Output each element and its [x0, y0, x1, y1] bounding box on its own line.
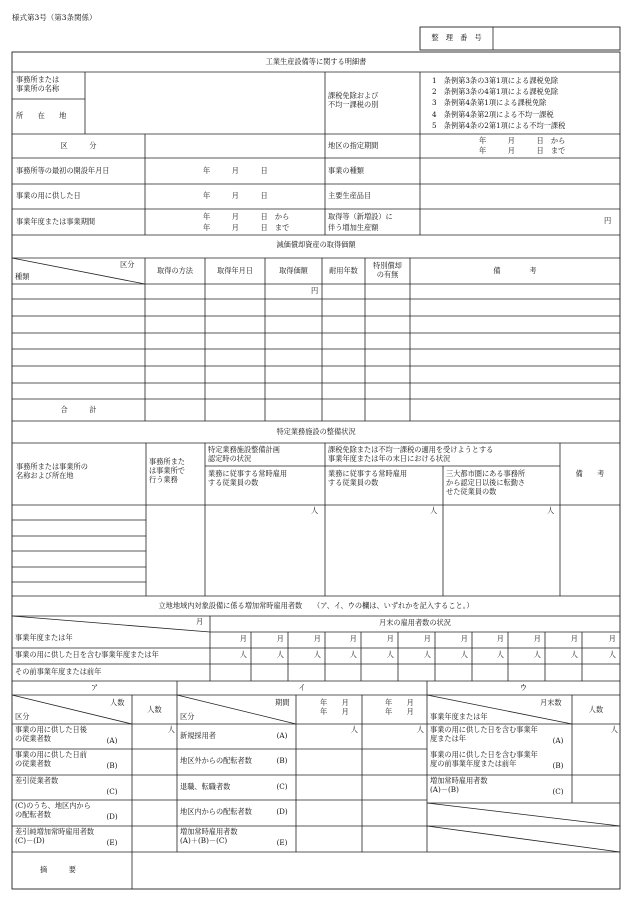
i-row-label: 新規採用者 [180, 731, 216, 740]
nin-unit[interactable]: 人 [167, 725, 175, 734]
i-col-ym: 年 月 年 月 [385, 698, 414, 716]
main-product-label: 主要生産品目 [328, 191, 372, 200]
col-acq-date: 取得年月日 [217, 266, 253, 275]
form-number: 様式第3号（第3条関係） [12, 13, 97, 22]
col-acq-price: 取得価額 [279, 266, 308, 275]
u-row-code: (B) [552, 761, 564, 770]
use-date-label: 事業の用に供した日 [16, 191, 81, 200]
month-header-cell[interactable]: 月 [386, 634, 394, 643]
i-diag-bottom: 区分 [180, 712, 195, 721]
use-date-value[interactable]: 年 月 日 [203, 191, 268, 200]
depr-diag-bottom: 種類 [15, 272, 30, 281]
i-row-code: (A) [276, 731, 288, 740]
form-title: 工業生産設備等に関する明細書 [265, 57, 367, 66]
i-row-label: 退職、転職者数 [180, 782, 231, 791]
u-row-label: 増加常時雇用者数 (A)－(B) [430, 776, 488, 794]
u-col-head: 人数 [588, 705, 604, 714]
col-special-depr: 特別償却 の有無 [373, 261, 402, 279]
fiscal-value[interactable]: 年 月 日 から 年 月 日 まで [203, 212, 290, 232]
office-name-field[interactable] [88, 75, 322, 97]
seiri-number-field[interactable] [495, 33, 618, 47]
tokutei-col-remarks: 備 考 [575, 469, 605, 478]
koyo-title: 立地地域内対象設備に係る増加常時雇用者数 （ア、イ、ウの欄は、いずれかを記入すること。） [158, 601, 474, 610]
u-diag-bottom: 事業年度または年 [430, 712, 488, 721]
nin-cell[interactable]: 人 [570, 650, 578, 659]
a-row-code: (E) [106, 838, 118, 847]
tokutei-col-name: 事務所または事業所の 名称および所在地 [16, 462, 88, 480]
tokutei-col-plan-staff: 業務に従事する常時雇用 する従業員の数 [208, 469, 288, 487]
area-period-label: 地区の指定期間 [328, 141, 379, 150]
koyo-row2-label: 事業の用に供した日を含む事業年度または年 [15, 650, 159, 659]
nin-cell[interactable]: 人 [276, 650, 284, 659]
a-row-label: 事業の用に供した日後 の従業者数 [15, 725, 87, 743]
col-remarks: 備 考 [493, 266, 537, 275]
koyo-fy-label: 事業年度または年 [15, 633, 73, 642]
nin-cell[interactable]: 人 [608, 650, 616, 659]
main-product-field[interactable] [423, 187, 617, 206]
a-title: ア [90, 683, 99, 692]
i-row-code: (D) [276, 807, 288, 816]
a-row-label: 差引従業者数 [15, 776, 59, 785]
month-header-cell[interactable]: 月 [533, 634, 541, 643]
nin-cell[interactable]: 人 [386, 650, 394, 659]
i-row-code: (B) [276, 756, 288, 765]
a-row-label: 差引純増加常時雇用者数 (C)－(D) [15, 827, 95, 845]
a-diag-top: 人数 [110, 698, 125, 707]
u-row-code: (C) [552, 787, 564, 796]
business-type-label: 事業の種類 [328, 166, 364, 175]
i-row-label: 地区内からの配転者数 [180, 807, 252, 816]
nin-unit: 人 [311, 506, 319, 515]
koyo-row3-label: その前事業年度または前年 [15, 667, 102, 676]
u-row-label: 事業の用に供した日を含む事業年 度の前事業年度または前年 [430, 750, 538, 768]
i-diag-top: 期間 [275, 698, 290, 707]
total-label: 合 計 [60, 405, 97, 414]
month-header-cell[interactable]: 月 [460, 634, 468, 643]
nin-cell[interactable]: 人 [460, 650, 468, 659]
nin-cell[interactable]: 人 [239, 650, 247, 659]
yen-unit: 円 [311, 286, 319, 295]
tekiyo-field[interactable] [136, 855, 616, 886]
a-col-head: 人数 [147, 705, 162, 714]
tokutei-col-plan: 特定業務施設整備計画 認定時の状況 [208, 445, 280, 463]
fiscal-label: 事業年度または事業期間 [16, 217, 96, 226]
a-row-code: (B) [106, 761, 118, 770]
a-row-code: (C) [106, 787, 118, 796]
depr-title: 減価償却資産の取得価額 [276, 240, 356, 249]
nin-cell[interactable]: 人 [496, 650, 504, 659]
koyo-month-top: 月 [196, 617, 204, 626]
koyo-status-label: 月末の雇用者数の状況 [379, 618, 451, 627]
nin-unit: 人 [430, 506, 438, 515]
depr-diag-top: 区分 [120, 260, 135, 269]
col-method: 取得の方法 [157, 266, 193, 275]
month-header-cell[interactable]: 月 [276, 634, 284, 643]
i-row-label: 地区外からの配転者数 [180, 756, 252, 765]
nin-unit: 人 [547, 506, 555, 515]
nin-cell[interactable]: 人 [349, 650, 357, 659]
a-row-label: (C)のうち、地区内から の配転者数 [15, 801, 91, 819]
a-row-code: (A) [106, 736, 118, 745]
i-row-label: 増加常時雇用者数 (A)＋(B)－(C) [180, 827, 238, 845]
i-row-code: (C) [276, 782, 288, 791]
exemption-options [432, 75, 565, 131]
col-life: 耐用年数 [329, 266, 358, 275]
open-date-value[interactable]: 年 月 日 [203, 166, 268, 175]
tokutei-col-transfer: 三大都市圏にある事務所 から認定日以後に転勤さ せた従業員の数 [446, 469, 526, 496]
u-diag-top: 月末数 [540, 698, 562, 707]
i-title: イ [298, 683, 306, 692]
tokutei-col-status: 課税免除または不均一課税の適用を受けようとする 事業年度または年の末日における状況 [328, 445, 494, 463]
increase-label: 取得等（新増設）に 伴う増加生産額 [328, 212, 393, 232]
location-label: 所 在 地 [16, 111, 67, 120]
exemption-option[interactable]: 3 条例第4条第1項による課税免除 [432, 98, 547, 108]
exemption-option[interactable]: 4 条例第4条第2項による不均一課税 [432, 109, 554, 119]
exemption-option[interactable]: 5 条例第4条の2第1項による不均一課税 [432, 120, 566, 130]
month-header-cell[interactable]: 月 [239, 634, 247, 643]
nin-cell[interactable]: 人 [423, 650, 431, 659]
exemption-option[interactable]: 1 条例第3条の3第1項による課税免除 [432, 76, 559, 85]
a-row-code: (D) [106, 812, 118, 821]
month-header-cell[interactable]: 月 [496, 634, 504, 643]
nin-unit[interactable]: 人 [416, 725, 424, 734]
u-title: ウ [519, 683, 528, 692]
nin-unit[interactable]: 人 [610, 725, 618, 734]
area-period-value[interactable]: 年 月 日 から 年 月 日 まで [479, 136, 566, 155]
seiri-label: 整 理 番 号 [431, 33, 482, 42]
nin-cell[interactable]: 人 [313, 650, 321, 659]
i-row-code: (E) [276, 838, 288, 847]
u-row-code: (A) [552, 736, 564, 745]
nin-cell[interactable]: 人 [533, 650, 541, 659]
nin-unit[interactable]: 人 [350, 725, 358, 734]
exemption-option[interactable]: 2 条例第3条の4第1項による課税免除 [432, 87, 559, 97]
tekiyo-label: 摘 要 [40, 865, 76, 874]
tokutei-col-staff: 業務に従事する常時雇用 する従業員の数 [328, 469, 408, 487]
tokutei-col-business: 事務所また は事業所で 行う業務 [149, 457, 185, 484]
a-diag-bottom: 区分 [15, 712, 30, 721]
month-header-cell[interactable]: 月 [570, 634, 578, 643]
location-field[interactable] [88, 102, 322, 131]
office-name-label: 事務所または 事業所の名称 [16, 75, 60, 93]
u-row-label: 事業の用に供した日を含む事業年 度または年 [430, 725, 538, 743]
business-type-field[interactable] [423, 161, 617, 181]
kubun-label: 区 分 [60, 141, 97, 150]
a-row-label: 事業の用に供した日前 の従業者数 [15, 750, 87, 768]
month-header-cell[interactable]: 月 [423, 634, 431, 643]
month-header-cell[interactable]: 月 [313, 634, 321, 643]
i-col-ym: 年 月 年 月 [320, 698, 349, 716]
exemption-label: 課税免除および 不均一課税の別 [328, 91, 379, 109]
open-date-label: 事務所等の最初の開設年月日 [16, 166, 110, 175]
month-header-cell[interactable]: 月 [349, 634, 357, 643]
tokutei-title: 特定業務施設の整備状況 [276, 427, 356, 436]
month-header-cell[interactable]: 月 [608, 634, 616, 643]
yen-unit: 円 [604, 216, 612, 225]
kubun-field[interactable] [148, 137, 322, 155]
